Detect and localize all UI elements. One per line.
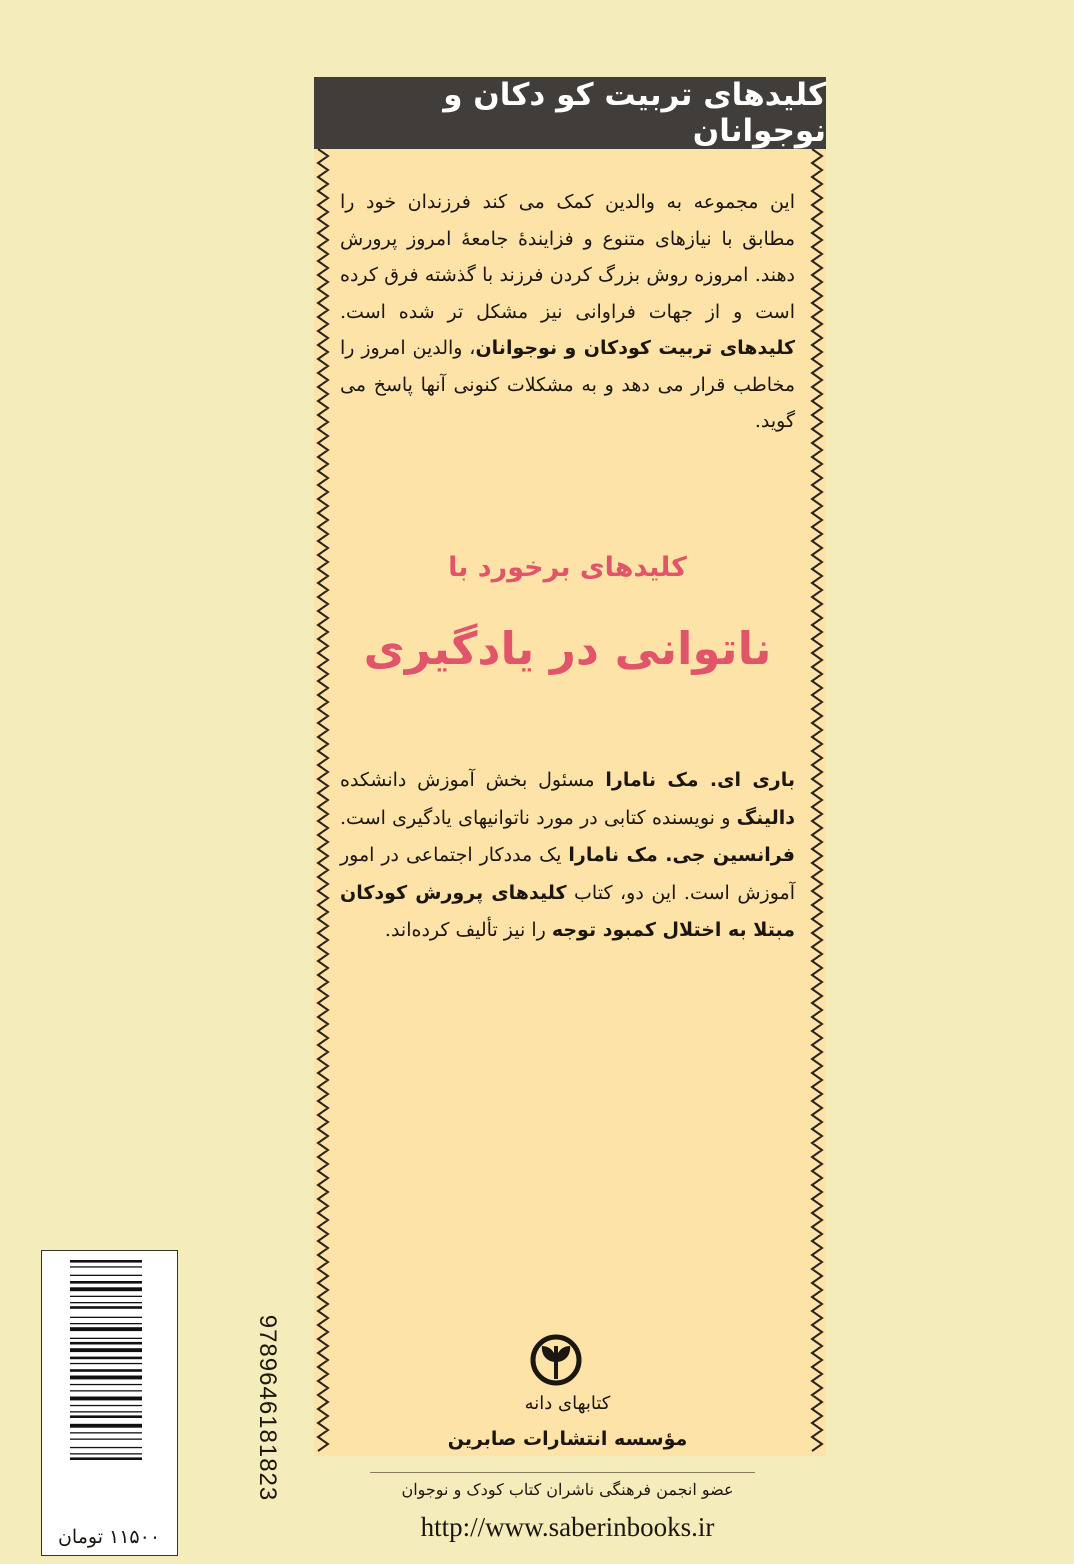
blurb-text-2: ، والدین امروز را مخاطب قرار می دهد و به مشکلات کنونی آنها پاسخ می گوید. xyxy=(340,337,795,432)
dane-logo-icon xyxy=(526,1334,586,1386)
author-2: فرانسین جی. مک نامارا xyxy=(568,844,795,866)
blurb-text-1: این مجموعه به والدین کمک می کند فرزندان خود را مطابق با نیازهای متنوع و فزایندهٔ جامعهٔ امروز پرورش دهند. امروزه روش بزرگ کردن فرزند با گذشته فرق کرده است و از جهات فراوانی نیز مشکل تر شده است. xyxy=(340,191,795,323)
series-title-bar xyxy=(314,77,826,149)
zigzag-border-left xyxy=(316,149,330,1456)
blurb-series-title: کلیدهای تربیت کودکان و نوجوانان xyxy=(475,337,796,359)
series-title: کلیدهای تربیت کو دکان و نوجوانان xyxy=(443,77,826,149)
book-title: ناتوانی در یادگیری xyxy=(363,622,772,675)
college-name: دالینگ xyxy=(736,806,795,829)
footer-divider xyxy=(370,1472,755,1473)
isbn-barcode xyxy=(70,1258,142,1523)
publisher-name: مؤسسه انتشارات صابرین xyxy=(447,1428,688,1450)
author-1: باری ای. مک نامارا xyxy=(605,769,796,791)
barcode-digits: 9789646181823 xyxy=(254,1314,281,1502)
membership-line: عضو انجمن فرهنگی ناشران کتاب کودک و نوجوان xyxy=(401,1480,734,1499)
bio-text-1: مسئول بخش آموزش دانشکده xyxy=(340,769,606,791)
price-label: ۱۱۵۰۰ تومان xyxy=(57,1526,161,1548)
book-subtitle: کلیدهای برخورد با xyxy=(448,552,687,583)
bio-text-2: و نویسنده کتابی در مورد ناتوانیهای یادگیری است. xyxy=(340,806,737,829)
bio-text-4: را نیز تألیف کرده‌اند. xyxy=(384,919,552,941)
publisher-url[interactable]: http://www.saberinbooks.ir xyxy=(420,1512,715,1542)
zigzag-border-right xyxy=(810,149,824,1456)
imprint-name: کتابهای دانه xyxy=(524,1393,611,1414)
bio-text-3: یک مددکار اجتماعی در امور آموزش است. این دو، کتاب xyxy=(340,844,795,904)
authors-bio xyxy=(340,762,795,950)
related-book-title: کلیدهای پرورش کودکان مبتلا به اختلال کمبود توجه xyxy=(340,881,795,941)
series-description xyxy=(340,184,795,440)
